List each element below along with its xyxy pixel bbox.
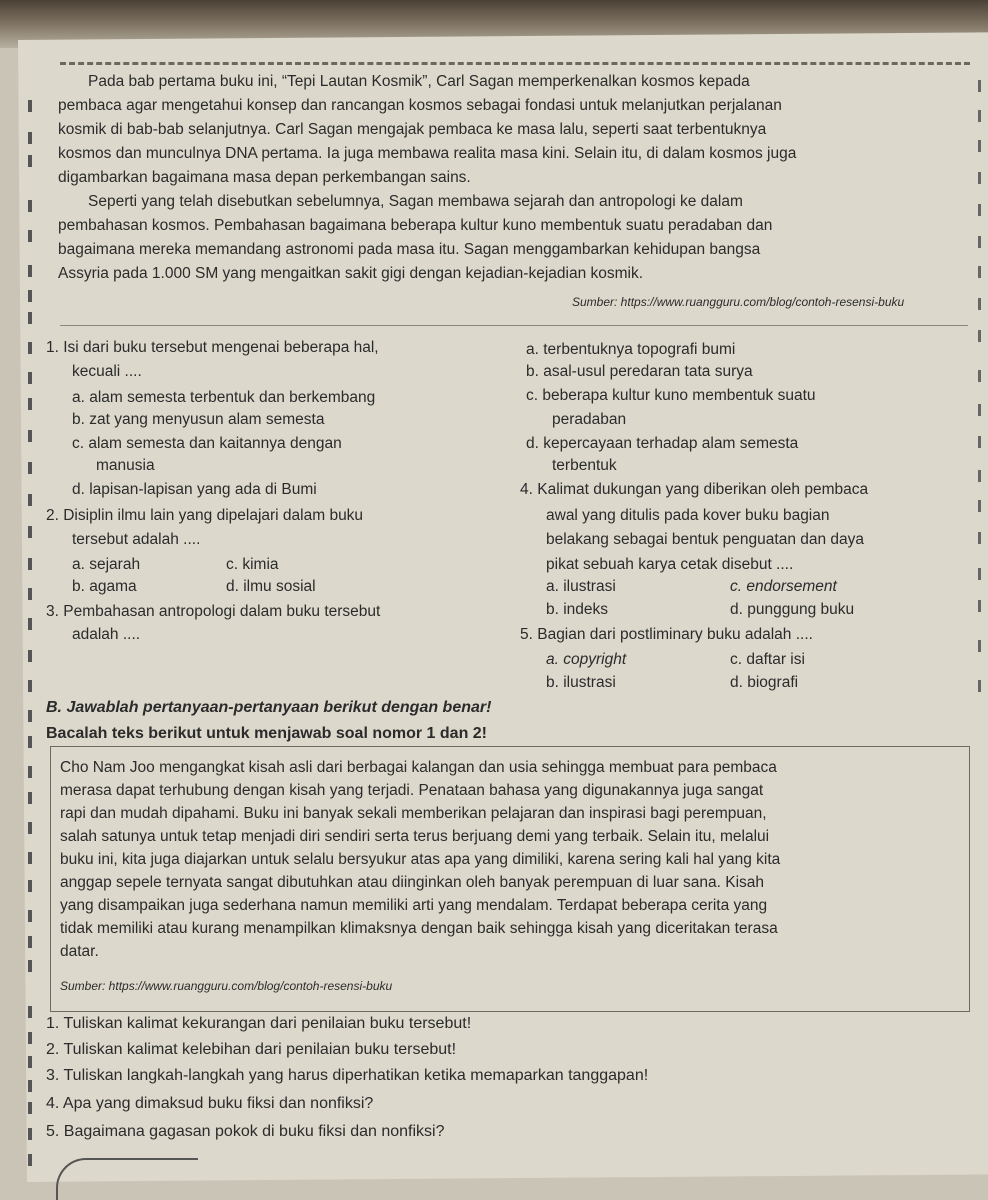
passage-source: Sumber: https://www.ruangguru.com/blog/contoh-resensi-buku: [60, 979, 393, 993]
question-4-cont: awal yang ditulis pada kover buku bagian: [546, 507, 830, 524]
page-edge-curve: [56, 1158, 198, 1200]
passage-line: tidak memiliki atau kurang menampilkan klimaksnya dengan baik sehingga kisah yang diceritakan terasa: [60, 920, 778, 937]
passage-line: rapi dan mudah dipahami. Buku ini banyak sekali memberikan pelajaran dan inspirasi bagi perempuan,: [60, 805, 767, 822]
intro-line: Seperti yang telah disebutkan sebelumnya, Sagan membawa sejarah dan antropologi ke dalam: [88, 193, 743, 210]
option-4a: a. ilustrasi: [546, 578, 616, 595]
option-3c: c. beberapa kultur kuno membentuk suatu: [526, 387, 816, 404]
intro-line: kosmik di bab-bab selanjutnya. Carl Sagan mengajak pembaca ke masa lalu, seperti saat terbentuknya: [58, 121, 767, 138]
option-1c: c. alam semesta dan kaitannya dengan: [72, 435, 342, 452]
question-4: 4. Kalimat dukungan yang diberikan oleh pembaca: [520, 481, 869, 498]
option-1b: b. zat yang menyusun alam semesta: [72, 411, 325, 428]
option-2d: d. ilmu sosial: [226, 578, 316, 595]
question-3-cont: adalah ....: [72, 626, 141, 643]
binding-marks-right: [978, 80, 988, 720]
intro-line: Assyria pada 1.000 SM yang mengaitkan sakit gigi dengan kejadian-kejadian kosmik.: [58, 265, 644, 282]
divider: [60, 325, 968, 326]
option-1c-cont: manusia: [96, 457, 155, 474]
option-2c: c. kimia: [226, 556, 279, 573]
essay-question-2: 2. Tuliskan kalimat kelebihan dari penilaian buku tersebut!: [46, 1041, 457, 1058]
question-3: 3. Pembahasan antropologi dalam buku tersebut: [46, 603, 381, 620]
option-4c: c. endorsement: [730, 578, 837, 595]
question-2-cont: tersebut adalah ....: [72, 531, 201, 548]
intro-line: pembahasan kosmos. Pembahasan bagaimana beberapa kultur kuno membentuk suatu peradaban dan: [58, 217, 773, 234]
essay-question-3: 3. Tuliskan langkah-langkah yang harus diperhatikan ketika memaparkan tanggapan!: [46, 1067, 649, 1084]
option-3b: b. asal-usul peredaran tata surya: [526, 363, 753, 380]
option-4d: d. punggung buku: [730, 601, 855, 618]
question-1-cont: kecuali ....: [72, 363, 142, 380]
passage-line: merasa dapat terhubung dengan kisah yang terjadi. Penataan bahasa yang digunakannya juga sangat: [60, 782, 764, 799]
option-5b: b. ilustrasi: [546, 674, 616, 691]
intro-line: bagaimana mereka memandang astronomi pada masa itu. Sagan menggambarkan kehidupan bangsa: [58, 241, 761, 258]
option-3a: a. terbentuknya topografi bumi: [526, 341, 736, 358]
intro-source: Sumber: https://www.ruangguru.com/blog/contoh-resensi-buku: [572, 295, 905, 309]
passage-line: salah satunya untuk tetap menjadi diri sendiri serta terus berjuang demi yang terbaik. Selain itu, melalui: [60, 828, 770, 845]
passage-line: yang disampaikan juga sederhana namun memiliki arti yang mendalam. Terdapat beberapa cerita yang: [60, 897, 768, 914]
option-5d: d. biografi: [730, 674, 799, 691]
intro-line: digambarkan bagaimana masa depan perkembangan sains.: [58, 169, 471, 186]
option-2b: b. agama: [72, 578, 137, 595]
option-3d: d. kepercayaan terhadap alam semesta: [526, 435, 799, 452]
passage-line: datar.: [60, 943, 99, 960]
question-4-cont: pikat sebuah karya cetak disebut ....: [546, 556, 794, 573]
option-2a: a. sejarah: [72, 556, 141, 573]
intro-line: kosmos dan munculnya DNA pertama. Ia juga membawa realita masa kini. Selain itu, di dalam kosmos juga: [58, 145, 797, 162]
section-b-heading: B. Jawablah pertanyaan-pertanyaan berikut dengan benar!: [46, 699, 492, 716]
question-5: 5. Bagian dari postliminary buku adalah ....: [520, 626, 813, 643]
essay-question-5: 5. Bagaimana gagasan pokok di buku fiksi dan nonfiksi?: [46, 1123, 445, 1140]
essay-question-4: 4. Apa yang dimaksud buku fiksi dan nonfiksi?: [46, 1095, 374, 1112]
section-b-instruction: Bacalah teks berikut untuk menjawab soal nomor 1 dan 2!: [46, 725, 488, 742]
binding-marks-left: [28, 80, 38, 1180]
option-3d-cont: terbentuk: [552, 457, 617, 474]
top-dashed-border: [60, 62, 970, 65]
passage-line: Cho Nam Joo mengangkat kisah asli dari berbagai kalangan dan usia sehingga membuat para pembaca: [60, 759, 777, 776]
question-1: 1. Isi dari buku tersebut mengenai beberapa hal,: [46, 339, 379, 356]
option-5c: c. daftar isi: [730, 651, 805, 668]
intro-line: Pada bab pertama buku ini, “Tepi Lautan Kosmik”, Carl Sagan memperkenalkan kosmos kepada: [88, 73, 750, 90]
option-4b: b. indeks: [546, 601, 609, 618]
question-2: 2. Disiplin ilmu lain yang dipelajari dalam buku: [46, 507, 364, 524]
intro-line: pembaca agar mengetahui konsep dan rancangan kosmos sebagai fondasi untuk melanjutkan perjalanan: [58, 97, 782, 114]
option-1d: d. lapisan-lapisan yang ada di Bumi: [72, 481, 317, 498]
option-5a: a. copyright: [546, 651, 627, 668]
passage-line: anggap sepele ternyata sangat dibutuhkan atau diinginkan oleh banyak perempuan di luar sana. Kisah: [60, 874, 765, 891]
question-4-cont: belakang sebagai bentuk penguatan dan daya: [546, 531, 865, 548]
option-3c-cont: peradaban: [552, 411, 627, 428]
passage-line: buku ini, kita juga diajarkan untuk selalu bersyukur atas apa yang dimiliki, karena sering kali hal yang kita: [60, 851, 781, 868]
option-1a: a. alam semesta terbentuk dan berkembang: [72, 389, 376, 406]
essay-question-1: 1. Tuliskan kalimat kekurangan dari penilaian buku tersebut!: [46, 1015, 472, 1032]
